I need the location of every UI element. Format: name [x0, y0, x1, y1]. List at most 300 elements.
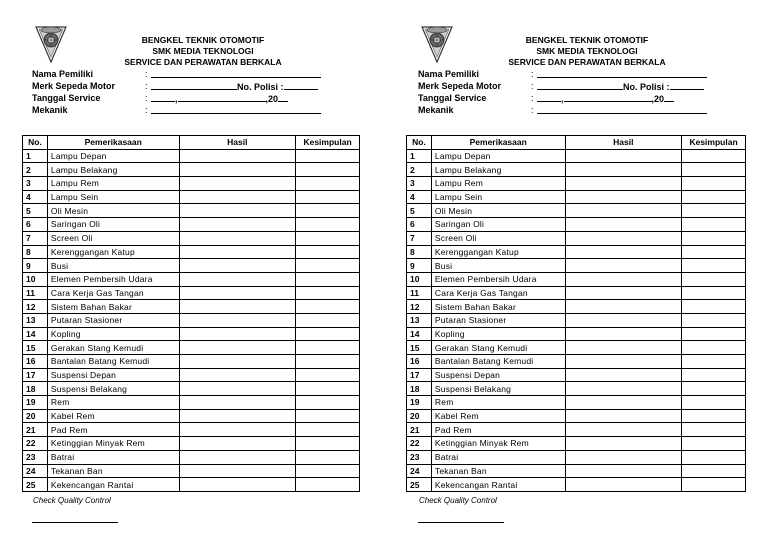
table-row: [407, 259, 746, 273]
conclusion-cell[interactable]: [296, 190, 360, 204]
row-number: 14: [407, 327, 432, 341]
table-row: [23, 409, 360, 423]
inspection-item: Lampu Sein: [47, 190, 179, 204]
table-row: [407, 163, 746, 177]
conclusion-cell[interactable]: [296, 218, 360, 232]
inspection-item: Kerenggangan Katup: [431, 245, 565, 259]
header-no: No.: [23, 136, 48, 150]
row-number: 10: [23, 272, 48, 286]
service-year-field[interactable]: [278, 92, 288, 102]
inspection-item: Suspensi Belakang: [431, 382, 565, 396]
conclusion-cell[interactable]: [682, 382, 746, 396]
inspection-table: [22, 135, 360, 492]
form-title: [502, 35, 672, 68]
service-form-right: BENGKEL TEKNIK OTOMOTIF SMK MEDIA TEKNOLOGI SERVICE DAN PERAWATAN BERKALA Nama Pemiliki : Merk Sepeda Motor : No. Polisi : Tanggal Service : , ,20 Mekanik : No. Pemerikasaan Hasil Kesimpulan 1 Lampu Depan 2 Lampu Belakang 3 Lampu Rem 4 Lampu Sein 5 Oli Mesin 6 Saringan Oli 7 Screen Oli 8 Kerenggangan Katup 9 Busi 10 Elemen Pembersih Udara 11 Cara Kerja Gas Tangan 12 Sistem Bahan Bakar 13 Putaran Stasioner 14 Kopling 15 Gerakan Stang Kemudi 16 Bantalan Batang Kemudi 17 Suspensi Depan 18 Suspensi Belakang 19 Rem 20 Kabel Rem 21 Pad Rem 22 Ketinggian Minyak Rem 23 Batrai 24 Tekanan Ban 25 Kekencangan Rantai Check Quality Control: [384, 0, 768, 543]
inspection-item: Suspensi Depan: [431, 368, 565, 382]
row-number: 21: [407, 423, 432, 437]
table-row: [23, 313, 360, 327]
row-number: 24: [407, 464, 432, 478]
row-number: 25: [23, 478, 48, 492]
service-month-field[interactable]: [178, 92, 266, 102]
row-number: 21: [23, 423, 48, 437]
row-number: 10: [407, 272, 432, 286]
conclusion-cell[interactable]: [682, 190, 746, 204]
inspection-item: Bantalan Batang Kemudi: [431, 355, 565, 369]
inspection-item: Kabel Rem: [47, 409, 179, 423]
row-number: 12: [23, 300, 48, 314]
table-row: [407, 355, 746, 369]
conclusion-cell[interactable]: [296, 478, 360, 492]
motorcycle-brand-field[interactable]: [537, 80, 623, 90]
conclusion-cell[interactable]: [682, 286, 746, 300]
inspection-item: Kabel Rem: [431, 409, 565, 423]
inspection-item: Oli Mesin: [47, 204, 179, 218]
inspection-item: Lampu Rem: [47, 177, 179, 191]
result-cell[interactable]: [179, 204, 296, 218]
inspection-item: Cara Kerja Gas Tangan: [47, 286, 179, 300]
table-row: [407, 409, 746, 423]
result-cell[interactable]: [565, 149, 682, 163]
row-number: 13: [23, 313, 48, 327]
result-cell[interactable]: [565, 409, 682, 423]
form-title: [118, 35, 288, 68]
conclusion-cell[interactable]: [296, 313, 360, 327]
result-cell[interactable]: [179, 437, 296, 451]
row-number: 2: [23, 163, 48, 177]
conclusion-cell[interactable]: [296, 341, 360, 355]
result-cell[interactable]: [179, 450, 296, 464]
motorcycle-brand-field[interactable]: [151, 80, 237, 90]
conclusion-cell[interactable]: [682, 272, 746, 286]
result-cell[interactable]: [565, 163, 682, 177]
motorcycle-brand-label: Merk Sepeda Motor: [32, 81, 116, 91]
conclusion-cell[interactable]: [296, 355, 360, 369]
inspection-item: Busi: [431, 259, 565, 273]
table-row: [23, 355, 360, 369]
header-conclusion: Kesimpulan: [296, 136, 360, 150]
inspection-item: Pad Rem: [431, 423, 565, 437]
conclusion-cell[interactable]: [682, 204, 746, 218]
inspection-item: Saringan Oli: [431, 218, 565, 232]
inspection-item: Bantalan Batang Kemudi: [47, 355, 179, 369]
table-row: [23, 286, 360, 300]
table-row: [23, 478, 360, 492]
result-cell[interactable]: [565, 368, 682, 382]
table-row: [23, 327, 360, 341]
table-row: [23, 423, 360, 437]
conclusion-cell[interactable]: [296, 327, 360, 341]
license-plate-field[interactable]: [284, 80, 318, 90]
result-cell[interactable]: [179, 464, 296, 478]
result-cell[interactable]: [565, 190, 682, 204]
row-number: 24: [23, 464, 48, 478]
result-cell[interactable]: [565, 464, 682, 478]
conclusion-cell[interactable]: [296, 437, 360, 451]
inspection-item: Suspensi Belakang: [47, 382, 179, 396]
conclusion-cell[interactable]: [682, 464, 746, 478]
conclusion-cell[interactable]: [682, 245, 746, 259]
row-number: 22: [407, 437, 432, 451]
inspection-item: Sistem Bahan Bakar: [47, 300, 179, 314]
table-row: [407, 450, 746, 464]
inspection-item: Kopling: [47, 327, 179, 341]
table-row: [407, 272, 746, 286]
result-cell[interactable]: [179, 286, 296, 300]
owner-name-label: Nama Pemiliki: [418, 69, 480, 79]
result-cell[interactable]: [179, 341, 296, 355]
owner-name-field[interactable]: [151, 68, 321, 78]
row-number: 18: [407, 382, 432, 396]
table-row: [23, 149, 360, 163]
service-year-field[interactable]: [664, 92, 674, 102]
result-cell[interactable]: [179, 149, 296, 163]
conclusion-cell[interactable]: [296, 368, 360, 382]
table-row: [23, 396, 360, 410]
inspection-item: Gerakan Stang Kemudi: [47, 341, 179, 355]
quality-control-label: Check Quality Control: [33, 496, 111, 505]
table-row: [407, 382, 746, 396]
conclusion-cell[interactable]: [682, 368, 746, 382]
header-result: Hasil: [565, 136, 682, 150]
row-number: 6: [407, 218, 432, 232]
table-row: [407, 437, 746, 451]
table-row: [23, 272, 360, 286]
service-form-left: BENGKEL TEKNIK OTOMOTIF SMK MEDIA TEKNOLOGI SERVICE DAN PERAWATAN BERKALA Nama Pemiliki : Merk Sepeda Motor : No. Polisi : Tanggal Service : , ,20 Mekanik : No. Pemerikasaan Hasil Kesimpulan 1 Lampu Depan 2 Lampu Belakang 3 Lampu Rem 4 Lampu Sein 5 Oli Mesin 6 Saringan Oli 7 Screen Oli 8 Kerenggangan Katup 9 Busi 10 Elemen Pembersih Udara 11 Cara Kerja Gas Tangan 12 Sistem Bahan Bakar 13 Putaran Stasioner 14 Kopling 15 Gerakan Stang Kemudi 16 Bantalan Batang Kemudi 17 Suspensi Depan 18 Suspensi Belakang 19 Rem 20 Kabel Rem 21 Pad Rem 22 Ketinggian Minyak Rem 23 Batrai 24 Tekanan Ban 25 Kekencangan Rantai Check Quality Control: [0, 0, 384, 543]
row-number: 8: [23, 245, 48, 259]
inspection-item: Tekanan Ban: [47, 464, 179, 478]
result-cell[interactable]: [565, 450, 682, 464]
inspection-item: Sistem Bahan Bakar: [431, 300, 565, 314]
row-number: 16: [23, 355, 48, 369]
row-number: 11: [407, 286, 432, 300]
conclusion-cell[interactable]: [682, 409, 746, 423]
result-cell[interactable]: [565, 327, 682, 341]
table-row: [23, 163, 360, 177]
table-row: [407, 368, 746, 382]
inspection-item: Kopling: [431, 327, 565, 341]
result-cell[interactable]: [179, 313, 296, 327]
table-row: [407, 478, 746, 492]
result-cell[interactable]: [179, 409, 296, 423]
inspection-item: Suspensi Depan: [47, 368, 179, 382]
row-number: 13: [407, 313, 432, 327]
inspection-item: Lampu Rem: [431, 177, 565, 191]
result-cell[interactable]: [179, 382, 296, 396]
table-row: [407, 396, 746, 410]
inspection-item: Batrai: [47, 450, 179, 464]
conclusion-cell[interactable]: [296, 231, 360, 245]
inspection-item: Pad Rem: [47, 423, 179, 437]
header-result: Hasil: [179, 136, 296, 150]
table-row: [23, 437, 360, 451]
inspection-item: Cara Kerja Gas Tangan: [431, 286, 565, 300]
table-row: [23, 218, 360, 232]
inspection-item: Kekencangan Rantai: [431, 478, 565, 492]
table-row: [23, 231, 360, 245]
result-cell[interactable]: [565, 204, 682, 218]
mechanic-label: Mekanik: [32, 105, 68, 115]
table-row: [407, 204, 746, 218]
service-date-label: Tanggal Service: [32, 93, 101, 103]
inspection-item: Lampu Belakang: [431, 163, 565, 177]
row-number: 4: [407, 190, 432, 204]
row-number: 20: [23, 409, 48, 423]
row-number: 7: [407, 231, 432, 245]
inspection-item: Rem: [431, 396, 565, 410]
conclusion-cell[interactable]: [682, 300, 746, 314]
row-number: 2: [407, 163, 432, 177]
row-number: 17: [407, 368, 432, 382]
conclusion-cell[interactable]: [296, 450, 360, 464]
table-row: [407, 464, 746, 478]
row-number: 11: [23, 286, 48, 300]
row-number: 9: [407, 259, 432, 273]
row-number: 22: [23, 437, 48, 451]
result-cell[interactable]: [179, 190, 296, 204]
table-row: [407, 218, 746, 232]
table-row: [23, 204, 360, 218]
table-row: [23, 368, 360, 382]
result-cell[interactable]: [565, 245, 682, 259]
table-row: [407, 313, 746, 327]
header-conclusion: Kesimpulan: [682, 136, 746, 150]
school-shield-emblem-icon: [34, 24, 68, 64]
conclusion-cell[interactable]: [682, 149, 746, 163]
inspection-item: Batrai: [431, 450, 565, 464]
result-cell[interactable]: [565, 341, 682, 355]
title-line-1: BENGKEL TEKNIK OTOMOTIF: [141, 35, 265, 45]
result-cell[interactable]: [565, 286, 682, 300]
row-number: 19: [407, 396, 432, 410]
result-cell[interactable]: [179, 163, 296, 177]
license-plate-label: No. Polisi :: [623, 82, 670, 92]
header-inspection: Pemerikasaan: [47, 136, 179, 150]
conclusion-cell[interactable]: [296, 149, 360, 163]
row-number: 18: [23, 382, 48, 396]
conclusion-cell[interactable]: [682, 218, 746, 232]
table-row: [407, 149, 746, 163]
conclusion-cell[interactable]: [296, 423, 360, 437]
conclusion-cell[interactable]: [682, 355, 746, 369]
conclusion-cell[interactable]: [296, 163, 360, 177]
row-number: 4: [23, 190, 48, 204]
result-cell[interactable]: [565, 355, 682, 369]
row-number: 9: [23, 259, 48, 273]
table-row: [23, 259, 360, 273]
table-row: [407, 190, 746, 204]
row-number: 25: [407, 478, 432, 492]
row-number: 5: [407, 204, 432, 218]
row-number: 15: [23, 341, 48, 355]
conclusion-cell[interactable]: [296, 396, 360, 410]
conclusion-cell[interactable]: [682, 259, 746, 273]
conclusion-cell[interactable]: [296, 204, 360, 218]
row-number: 17: [23, 368, 48, 382]
mechanic-label: Mekanik: [418, 105, 454, 115]
license-plate-label: No. Polisi :: [237, 82, 284, 92]
conclusion-cell[interactable]: [296, 300, 360, 314]
title-line-2: SMK MEDIA TEKNOLOGI: [536, 46, 638, 56]
inspection-rows: [23, 149, 360, 491]
result-cell[interactable]: [179, 218, 296, 232]
inspection-item: Oli Mesin: [431, 204, 565, 218]
inspection-item: Elemen Pembersih Udara: [431, 272, 565, 286]
conclusion-cell[interactable]: [682, 341, 746, 355]
table-row: [407, 286, 746, 300]
result-cell[interactable]: [179, 245, 296, 259]
conclusion-cell[interactable]: [682, 163, 746, 177]
conclusion-cell[interactable]: [296, 245, 360, 259]
inspection-item: Lampu Belakang: [47, 163, 179, 177]
inspection-rows: [407, 149, 746, 491]
inspection-item: Rem: [47, 396, 179, 410]
row-number: 8: [407, 245, 432, 259]
row-number: 20: [407, 409, 432, 423]
mechanic-field[interactable]: [151, 104, 321, 114]
result-cell[interactable]: [179, 300, 296, 314]
service-date-label: Tanggal Service: [418, 93, 487, 103]
row-number: 19: [23, 396, 48, 410]
row-number: 3: [23, 177, 48, 191]
result-cell[interactable]: [565, 478, 682, 492]
service-day-field[interactable]: [151, 92, 175, 102]
title-line-2: SMK MEDIA TEKNOLOGI: [152, 46, 254, 56]
inspection-item: Gerakan Stang Kemudi: [431, 341, 565, 355]
result-cell[interactable]: [565, 396, 682, 410]
result-cell[interactable]: [565, 218, 682, 232]
row-number: 23: [407, 450, 432, 464]
conclusion-cell[interactable]: [296, 177, 360, 191]
row-number: 23: [23, 450, 48, 464]
row-number: 6: [23, 218, 48, 232]
row-number: 1: [23, 149, 48, 163]
result-cell[interactable]: [565, 177, 682, 191]
result-cell[interactable]: [179, 231, 296, 245]
row-number: 15: [407, 341, 432, 355]
header-inspection: Pemerikasaan: [431, 136, 565, 150]
mechanic-field[interactable]: [537, 104, 707, 114]
inspection-item: Saringan Oli: [47, 218, 179, 232]
table-row: [23, 245, 360, 259]
row-number: 5: [23, 204, 48, 218]
result-cell[interactable]: [179, 396, 296, 410]
result-cell[interactable]: [179, 423, 296, 437]
inspection-item: Kekencangan Rantai: [47, 478, 179, 492]
result-cell[interactable]: [565, 382, 682, 396]
header-no: No.: [407, 136, 432, 150]
service-day-field[interactable]: [537, 92, 561, 102]
owner-name-label: Nama Pemiliki: [32, 69, 94, 79]
result-cell[interactable]: [565, 437, 682, 451]
conclusion-cell[interactable]: [296, 409, 360, 423]
inspection-item: Tekanan Ban: [431, 464, 565, 478]
conclusion-cell[interactable]: [682, 396, 746, 410]
inspection-item: Screen Oli: [431, 231, 565, 245]
inspection-item: Busi: [47, 259, 179, 273]
title-line-3: SERVICE DAN PERAWATAN BERKALA: [124, 57, 282, 67]
result-cell[interactable]: [179, 177, 296, 191]
table-row: [407, 245, 746, 259]
quality-control-signature-line[interactable]: [418, 522, 504, 523]
conclusion-cell[interactable]: [296, 382, 360, 396]
inspection-item: Kerenggangan Katup: [47, 245, 179, 259]
conclusion-cell[interactable]: [296, 464, 360, 478]
conclusion-cell[interactable]: [682, 423, 746, 437]
inspection-item: Screen Oli: [47, 231, 179, 245]
row-number: 16: [407, 355, 432, 369]
inspection-item: Putaran Stasioner: [431, 313, 565, 327]
conclusion-cell[interactable]: [682, 450, 746, 464]
table-row: [407, 177, 746, 191]
result-cell[interactable]: [179, 272, 296, 286]
owner-name-field[interactable]: [537, 68, 707, 78]
table-row: [407, 341, 746, 355]
inspection-item: Ketinggian Minyak Rem: [431, 437, 565, 451]
row-number: 14: [23, 327, 48, 341]
conclusion-cell[interactable]: [682, 313, 746, 327]
table-row: [23, 177, 360, 191]
service-month-field[interactable]: [564, 92, 652, 102]
inspection-item: Lampu Depan: [47, 149, 179, 163]
result-cell[interactable]: [179, 368, 296, 382]
conclusion-cell[interactable]: [682, 177, 746, 191]
conclusion-cell[interactable]: [682, 327, 746, 341]
table-row: [23, 300, 360, 314]
result-cell[interactable]: [179, 259, 296, 273]
quality-control-label: Check Quality Control: [419, 496, 497, 505]
result-cell[interactable]: [179, 327, 296, 341]
table-row: [23, 382, 360, 396]
motorcycle-brand-label: Merk Sepeda Motor: [418, 81, 502, 91]
conclusion-cell[interactable]: [682, 437, 746, 451]
result-cell[interactable]: [179, 355, 296, 369]
conclusion-cell[interactable]: [296, 286, 360, 300]
row-number: 7: [23, 231, 48, 245]
inspection-item: Lampu Sein: [431, 190, 565, 204]
conclusion-cell[interactable]: [682, 231, 746, 245]
table-row: [23, 450, 360, 464]
row-number: 1: [407, 149, 432, 163]
table-row: [407, 423, 746, 437]
result-cell[interactable]: [565, 423, 682, 437]
result-cell[interactable]: [565, 231, 682, 245]
result-cell[interactable]: [179, 478, 296, 492]
quality-control-signature-line[interactable]: [32, 522, 118, 523]
result-cell[interactable]: [565, 259, 682, 273]
row-number: 3: [407, 177, 432, 191]
inspection-item: Lampu Depan: [431, 149, 565, 163]
school-shield-emblem-icon: [420, 24, 454, 64]
result-cell[interactable]: [565, 272, 682, 286]
inspection-table: [406, 135, 746, 492]
license-plate-field[interactable]: [670, 80, 704, 90]
table-row: [407, 300, 746, 314]
inspection-item: Ketinggian Minyak Rem: [47, 437, 179, 451]
table-row: [407, 327, 746, 341]
title-line-3: SERVICE DAN PERAWATAN BERKALA: [508, 57, 666, 67]
result-cell[interactable]: [565, 313, 682, 327]
table-row: [23, 190, 360, 204]
result-cell[interactable]: [565, 300, 682, 314]
inspection-item: Elemen Pembersih Udara: [47, 272, 179, 286]
conclusion-cell[interactable]: [296, 259, 360, 273]
table-row: [23, 341, 360, 355]
conclusion-cell[interactable]: [296, 272, 360, 286]
inspection-item: Putaran Stasioner: [47, 313, 179, 327]
table-row: [23, 464, 360, 478]
row-number: 12: [407, 300, 432, 314]
conclusion-cell[interactable]: [682, 478, 746, 492]
